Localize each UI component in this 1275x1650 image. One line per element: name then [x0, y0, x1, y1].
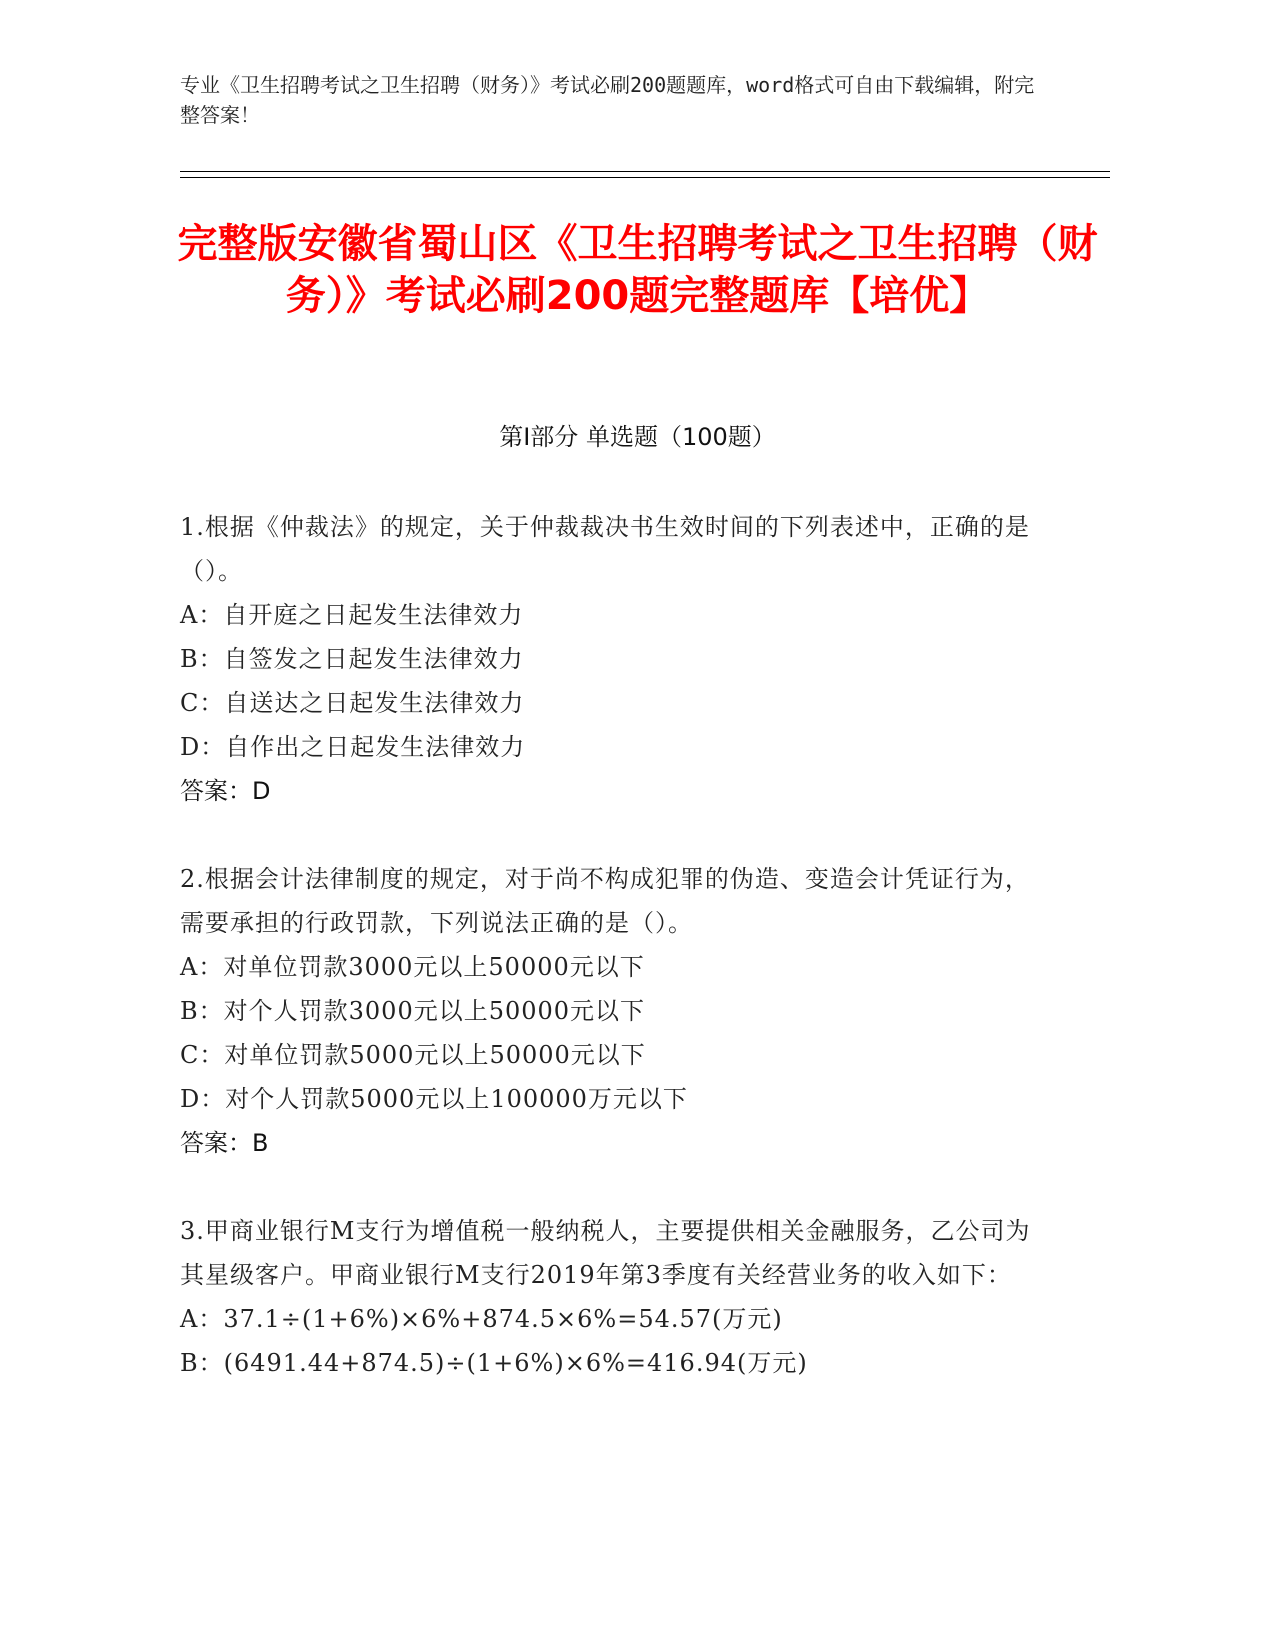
option-c: C：对单位罚款5000元以上50000元以下	[180, 1041, 646, 1069]
question-1	[180, 505, 1050, 813]
question-stem: 1.根据《仲裁法》的规定，关于仲裁裁决书生效时间的下列表述中，正确的是（）。	[180, 513, 1030, 585]
question-3	[180, 1209, 1050, 1385]
option-a: A：37.1÷(1+6%)×6%+874.5×6%=54.57(万元)	[180, 1305, 783, 1333]
question-stem: 2.根据会计法律制度的规定，对于尚不构成犯罪的伪造、变造会计凭证行为，需要承担的行政罚款，下列说法正确的是（）。	[180, 865, 1030, 937]
answer: 答案：B	[180, 1129, 269, 1157]
option-b: B：对个人罚款3000元以上50000元以下	[180, 997, 646, 1025]
question-2	[180, 857, 1050, 1165]
option-a: A：对单位罚款3000元以上50000元以下	[180, 953, 645, 981]
option-d: D：自作出之日起发生法律效力	[180, 733, 526, 761]
section-title: 第Ⅰ部分 单选题（100题）	[499, 423, 776, 451]
option-d: D：对个人罚款5000元以上100000万元以下	[180, 1085, 688, 1113]
header-divider-bottom	[180, 177, 1110, 178]
option-a: A：自开庭之日起发生法律效力	[180, 601, 524, 629]
option-c: C：自送达之日起发生法律效力	[180, 689, 525, 717]
question-stem: 3.甲商业银行M支行为增值税一般纳税人，主要提供相关金融服务，乙公司为其星级客户。甲商业银行M支行2019年第3季度有关经营业务的收入如下：	[180, 1217, 1031, 1289]
document-title: 完整版安徽省蜀山区《卫生招聘考试之卫生招聘（财务）》考试必刷200题完整题库【培优】	[177, 221, 1098, 319]
answer: 答案：D	[180, 777, 271, 805]
option-b: B：自签发之日起发生法律效力	[180, 645, 524, 673]
question-list	[180, 505, 1050, 1429]
header-divider-top	[180, 171, 1110, 172]
header-note: 专业《卫生招聘考试之卫生招聘（财务）》考试必刷200题题库，word格式可自由下载编辑，附完整答案！	[180, 73, 1035, 127]
option-b: B：(6491.44+874.5)÷(1+6%)×6%=416.94(万元)	[180, 1349, 808, 1377]
